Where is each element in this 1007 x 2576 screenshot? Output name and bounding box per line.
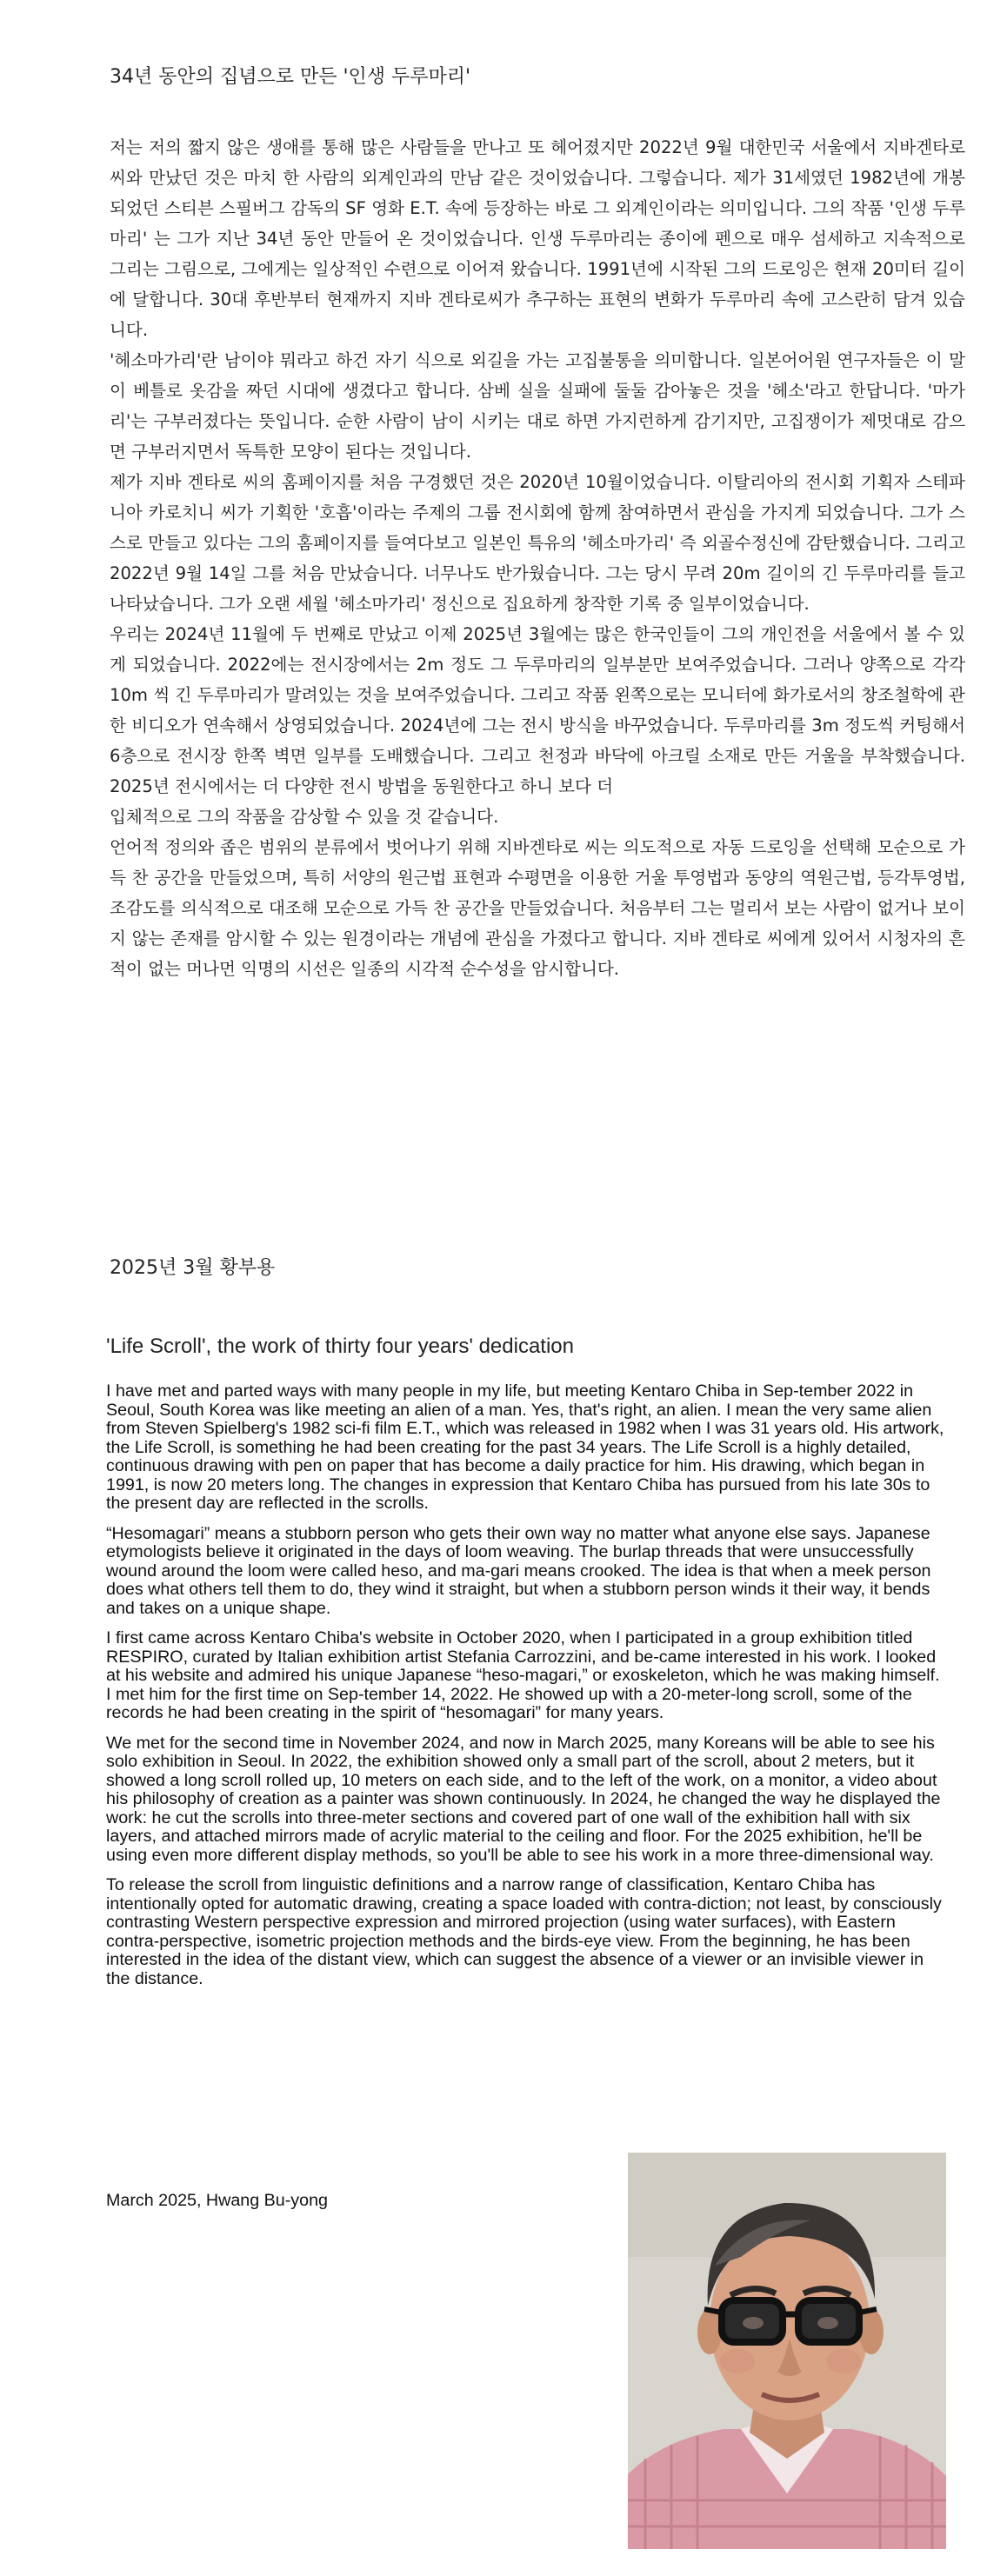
korean-paragraph: 제가 지바 겐타로 씨의 홈페이지를 처음 구경했던 것은 2020년 10월이었습니다. 이탈리아의 전시회 기획자 스테파니아 카로치니 씨가 기획한 '호흡'이라는 주제의 그룹 전시회에 함께 참여하면서 관심을 가지게 되었습니다. 그가 스스로 만들고 있다는 그의 홈페이지를 들여다보고 일본인 특유의 '헤소마가리' 즉 외골수정신에 감탄했습니다. 그리고 2022년 9월 14일 그를 처음 만났습니다. 너무나도 반가웠습니다. 그는 당시 무려 20m 길이의 긴 두루마리를 들고 나타났습니다. 그가 오랜 세월 '헤소마가리' 정신으로 집요하게 창작한 기록 중 일부이었습니다.: [110, 472, 965, 614]
english-paragraph: We met for the second time in November 2024, and now in March 2025, many Koreans will be able to see his solo exhibition in Seoul. In 2022, the exhibition showed only a small part of the scroll, about 2 meters, but it showed a long scroll rolled up, 10 meters on each side, and to the left of the work, on a monitor, a video about his philosophy of creation as a painter was shown continuously. In 2024, he changed the way he displayed the work: he cut the scrolls into three-meter sections and covered part of one wall of the exhibition hall with six layers, and attached mirrors made of acrylic material to the ceiling and floor. For the 2025 exhibition, he'll be using even more different display methods, so you'll be able to see his work in a more three-dimensional way.: [106, 1733, 941, 1865]
korean-paragraph: 우리는 2024년 11월에 두 번째로 만났고 이제 2025년 3월에는 많은 한국인들이 그의 개인전을 서울에서 볼 수 있게 되었습니다. 2022에는 전시장에서는 2m 정도 그 두루마리의 일부분만 보여주었습니다. 그러나 양쪽으로 각각 10m 씩 긴 두루마리가 말려있는 것을 보여주었습니다. 그리고 작품 왼쪽으로는 모니터에 화가로서의 창조철학에 관한 비디오가 연속해서 상영되었습니다. 2024년에 그는 전시 방식을 바꾸었습니다. 두루마리를 3m 정도씩 커팅해서 6층으로 전시장 한쪽 벽면 일부를 도배했습니다. 그리고 천정과 바닥에 아크릴 소재로 만든 거울을 부착했습니다. 2025년 전시에서는 더 다양한 전시 방법을 동원한다고 하니 보다 더: [110, 624, 965, 796]
korean-paragraph: 언어적 정의와 좁은 범위의 분류에서 벗어나기 위해 지바겐타로 씨는 의도적으로 자동 드로잉을 선택해 모순으로 가득 찬 공간을 만들었으며, 특히 서양의 원근법 표현과 수평면을 이용한 거울 투영법과 동양의 역원근법, 등각투영법, 조감도를 의식적으로 대조해 모순으로 가득 찬 공간을 만들었습니다. 처음부터 그는 멀리서 보는 사람이 없거나 보이지 않는 존재를 암시할 수 있는 원경이라는 개념에 관심을 가졌다고 합니다. 지바 겐타로 씨에게 있어서 시청자의 흔적이 없는 머나먼 익명의 시선은 일종의 시각적 순수성을 암시합니다.: [110, 837, 965, 979]
english-title: 'Life Scroll', the work of thirty four years' dedication: [106, 1335, 574, 1358]
english-body: [106, 1382, 946, 2000]
korean-body: [110, 132, 965, 984]
korean-paragraph: 저는 저의 짧지 않은 생애를 통해 많은 사람들을 만나고 또 헤어졌지만 2022년 9월 대한민국 서울에서 지바겐타로씨와 만났던 것은 마치 한 사람의 외계인과의 만남 같은 것이었습니다. 그렇습니다. 제가 31세였던 1982년에 개봉되었던 스티븐 스필버그 감독의 SF 영화 E.T. 속에 등장하는 바로 그 외계인이라는 의미입니다. 그의 작품 '인생 두루마리' 는 그가 지난 34년 동안 만들어 온 것이었습니다. 인생 두루마리는 종이에 펜으로 매우 섬세하고 지속적으로 그리는 그림으로, 그에게는 일상적인 수련으로 이어져 왔습니다. 1991년에 시작된 그의 드로잉은 현재 20미터 길이에 달합니다. 30대 후반부터 현재까지 지바 겐타로씨가 추구하는 표현의 변화가 두루마리 속에 고스란히 담겨 있습니다.: [110, 137, 965, 340]
korean-paragraph: 입체적으로 그의 작품을 감상할 수 있을 것 같습니다.: [110, 807, 499, 827]
english-paragraph: I have met and parted ways with many people in my life, but meeting Kentaro Chiba in Sep-tember 2022 in Seoul, South Korea was like meeting an alien of a man. Yes, that's right, an alien. I mean the very same alien from Steven Spielberg's 1982 sci-fi film E.T., which was released in 1982 when I was 31 years old. His artwork, the Life Scroll, is something he had been creating for the past 34 years. The Life Scroll is a highly detailed, continuous drawing with pen on paper that has become a daily practice for him. His drawing, which began in 1991, is now 20 meters long. The changes in expression that Kentaro Chiba has pursued from his late 30s to the present day are reflected in the scrolls.: [106, 1381, 944, 1513]
english-paragraph: I first came across Kentaro Chiba's website in October 2020, when I participated in a group exhibition titled RESPIRO, curated by Italian exhibition artist Stefania Carrozzini, and be-came interested in his work. I looked at his website and admired his unique Japanese “heso-magari,” or exoskeleton, which he was making himself. I met him for the first time on Sep-tember 14, 2022. He showed up with a 20-meter-long scroll, some of the records he had been creating in the spirit of “hesomagari” for many years.: [106, 1628, 940, 1722]
author-portrait-photo: [628, 2153, 946, 2549]
english-signature: March 2025, Hwang Bu-yong: [106, 2191, 328, 2210]
english-paragraph: To release the scroll from linguistic definitions and a narrow range of classification, Kentaro Chiba has intentionally opted for automatic drawing, creating a space loaded with contra-diction; not least, by consciously contrasting Western perspective expression and mirrored projection (using water surfaces), with Eastern contra-perspective, isometric projection methods and the birds-eye view. From the beginning, he has been interested in the idea of the distant view, which can suggest the absence of a viewer or an invisible viewer in the distance.: [106, 1875, 942, 1988]
english-paragraph: “Hesomagari” means a stubborn person who gets their own way no matter what anyone else says. Japanese etymologists believe it originated in the days of loom weaving. The burlap threads that were unsuccessfully wound around the loom were called heso, and ma-gari means crooked. The idea is that when a meek person does what others tell them to do, they wind it straight, but when a stubborn person winds it their way, it bends and takes on a unique shape.: [106, 1523, 931, 1618]
korean-paragraph: '헤소마가리'란 남이야 뭐라고 하건 자기 식으로 외길을 가는 고집불통을 의미합니다. 일본어어원 연구자들은 이 말이 베틀로 옷감을 짜던 시대에 생겼다고 합니다. 삼베 실을 실패에 둘둘 감아놓은 것을 '헤소'라고 한답니다. '마가리'는 구부러졌다는 뜻입니다. 순한 사람이 남이 시키는 대로 하면 가지런하게 감기지만, 고집쟁이가 제멋대로 감으면 구부러지면서 독특한 모양이 된다는 것입니다.: [110, 350, 965, 462]
korean-signature: 2025년 3월 황부용: [110, 1257, 276, 1279]
korean-title: 34년 동안의 집념으로 만든 '인생 두루마리': [110, 66, 471, 88]
